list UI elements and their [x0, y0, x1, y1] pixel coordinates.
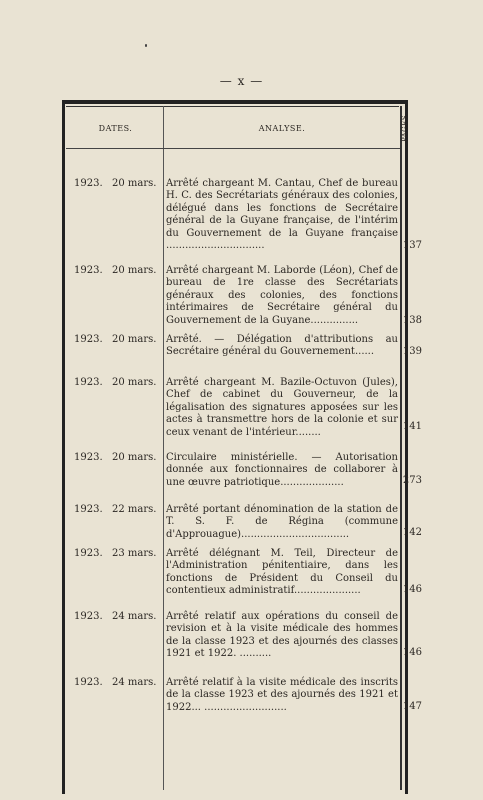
entry-analysis: Arrêté chargeant M. Laborde (Léon), Chef de bureau de 1re classe des Secrétariats généraux des colonies, des fonctions intérimaires de Secrétaire général du Gouvernement de la Guyane............... — [166, 265, 398, 326]
entry-page: 146 — [402, 647, 422, 658]
entry-year: 1923. — [74, 377, 103, 388]
page-number: — x — — [219, 74, 264, 88]
entry-day: 22 mars. — [112, 504, 157, 515]
entry-day: 24 mars. — [112, 611, 157, 622]
entry-page: 141 — [402, 421, 422, 432]
entry-year: 1923. — [74, 178, 103, 189]
dates-header: DATES. — [98, 124, 133, 133]
entry-day: 20 mars. — [112, 334, 157, 345]
entry-analysis: Arrêté portant dénomination de la station de T. S. F. de Régina (commune d'Approuague).................................. — [166, 504, 398, 540]
entry-day: 23 mars. — [112, 548, 157, 559]
entry-day: 20 mars. — [112, 452, 157, 463]
entry-day: 20 mars. — [112, 178, 157, 189]
entry-analysis: Arrêté relatif aux opérations du conseil de revision et à la visite médicale des hommes de la classe 1923 et des ajournés des classes 1921 et 1922. .......... — [166, 611, 398, 660]
entry-page: 139 — [402, 346, 422, 357]
entry-year: 1923. — [74, 504, 103, 515]
entry-year: 1923. — [74, 265, 103, 276]
entry-analysis: Arrêté chargeant M. Bazile-Octuvon (Jules), Chef de cabinet du Gouverneur, de la légalisation des signatures apposées sur les actes à transmettre hors de la colonie et sur ceux venant de l'intérieur........ — [166, 377, 398, 438]
header-rule — [66, 148, 400, 149]
entry-year: 1923. — [74, 548, 103, 559]
entry-page: 142 — [402, 527, 422, 538]
entry-page: 137 — [402, 240, 422, 251]
pages-header: PAGES — [401, 114, 409, 142]
ink-speck — [145, 44, 147, 47]
entry-analysis: Arrêté délégnant M. Teil, Directeur de l'Administration pénitentiaire, dans les fonctions de Président du Conseil du contentieux administratif..................... — [166, 548, 398, 597]
entry-page: 147 — [402, 701, 422, 712]
dates-column-divider — [163, 106, 164, 790]
entry-page: 146 — [402, 584, 422, 595]
entry-analysis: Arrêté chargeant M. Cantau, Chef de bureau H. C. des Secrétariats généraux des colonies, délégué dans les fonctions de Secrétaire général de la Guyane française, de l'intérim du Gouvernement de la Guyane française ............................... — [166, 178, 398, 252]
entry-day: 20 mars. — [112, 377, 157, 388]
pages-column-divider — [400, 106, 402, 790]
entry-year: 1923. — [74, 611, 103, 622]
entry-day: 24 mars. — [112, 677, 157, 688]
entry-year: 1923. — [74, 677, 103, 688]
entry-analysis: Circulaire ministérielle. — Autorisation donnée aux fonctionnaires de collaborer à une œuvre patriotique.................... — [166, 452, 398, 488]
entry-day: 20 mars. — [112, 265, 157, 276]
analyse-header: ANALYSE. — [258, 124, 306, 133]
entry-year: 1923. — [74, 452, 103, 463]
entry-page: 138 — [402, 315, 422, 326]
entry-year: 1923. — [74, 334, 103, 345]
entry-analysis: Arrêté relatif à la visite médicale des inscrits de la classe 1923 et des ajournés des 1921 et 1922... .......................... — [166, 677, 398, 713]
entry-analysis: Arrêté. — Délégation d'attributions au Secrétaire général du Gouvernement...... — [166, 334, 398, 358]
entry-page: 273 — [402, 475, 422, 486]
